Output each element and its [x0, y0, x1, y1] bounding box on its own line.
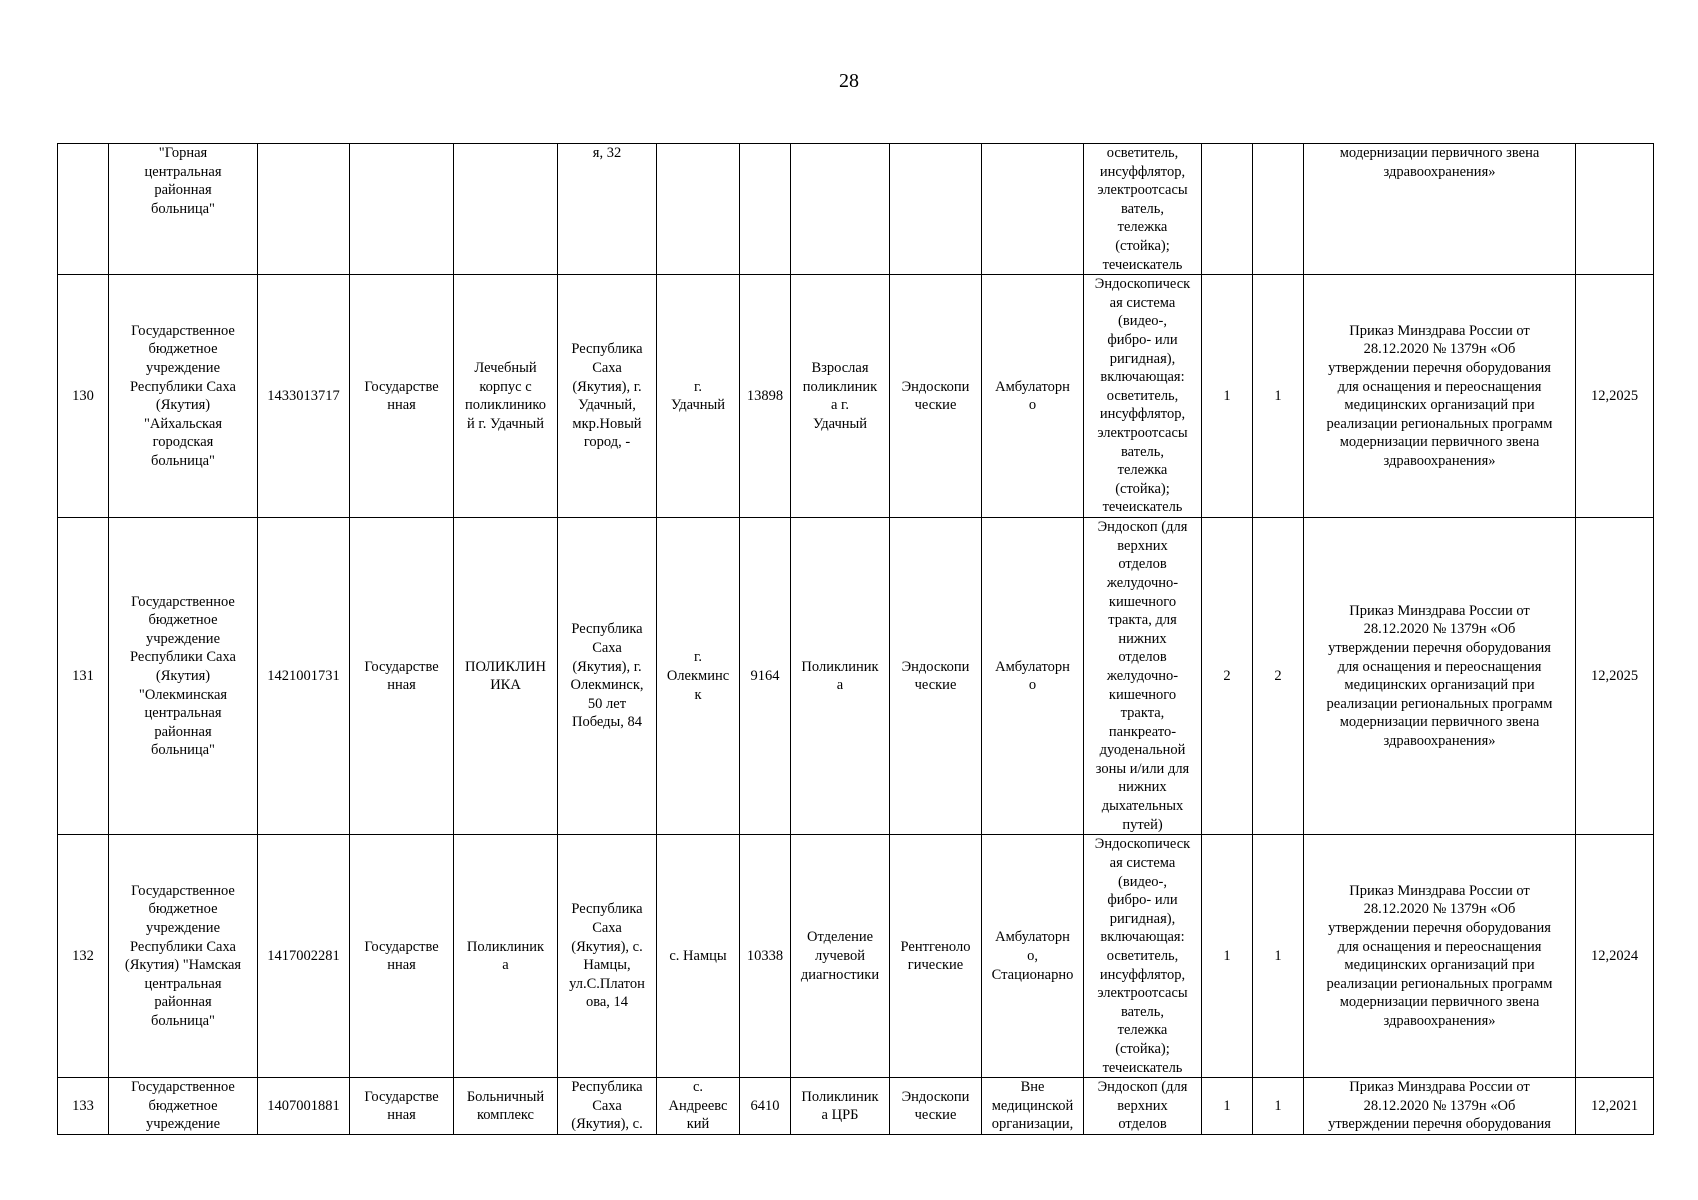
locality-cell: г. Удачный	[657, 275, 740, 518]
row-number: 132	[58, 835, 109, 1078]
date-cell	[1576, 144, 1654, 275]
basis-cell: Приказ Минздрава России от 28.12.2020 № 1379н «Об утверждении перечня оборудования для оснащения и переоснащения медицинских организаций при реализации региональных программ модернизации первичного звена здравоохранения»	[1304, 835, 1576, 1078]
organization-cell: "Горная центральная районная больница"	[109, 144, 258, 275]
quantity-cell	[1202, 144, 1253, 275]
locality-cell	[657, 144, 740, 275]
quantity-cell: 1	[1253, 275, 1304, 518]
profile-cell: Эндоскопи ческие	[890, 275, 982, 518]
condition-cell: Амбулаторн о	[982, 275, 1084, 518]
basis-cell: Приказ Минздрава России от 28.12.2020 № 1379н «Об утверждении перечня оборудования для оснащения и переоснащения медицинских организаций при реализации региональных программ модернизации первичного звена здравоохранения»	[1304, 275, 1576, 518]
ownership-cell: Государстве нная	[350, 518, 454, 835]
population-cell	[740, 144, 791, 275]
equipment-cell: Эндоскопическ ая система (видео-, фибро- или ригидная), включающая: осветитель, инсуффлятор, электроотсасы ватель, тележка (стойка); течеискатель	[1084, 835, 1202, 1078]
address-cell: Республика Саха (Якутия), с. Намцы, ул.С.Платон ова, 14	[558, 835, 657, 1078]
division-cell: Поликлиник а ЦРБ	[791, 1078, 890, 1135]
equipment-cell: Эндоскопическ ая система (видео-, фибро- или ригидная), включающая: осветитель, инсуффлятор, электроотсасы ватель, тележка (стойка); течеискатель	[1084, 275, 1202, 518]
quantity-cell: 1	[1253, 835, 1304, 1078]
division-cell: Отделение лучевой диагностики	[791, 835, 890, 1078]
row-number: 130	[58, 275, 109, 518]
basis-cell: модернизации первичного звена здравоохранения»	[1304, 144, 1576, 275]
inn-cell: 1417002281	[258, 835, 350, 1078]
basis-cell: Приказ Минздрава России от 28.12.2020 № 1379н «Об утверждении перечня оборудования	[1304, 1078, 1576, 1135]
organization-cell: Государственное бюджетное учреждение Республики Саха (Якутия) "Айхальская городская больница"	[109, 275, 258, 518]
organization-cell: Государственное бюджетное учреждение Республики Саха (Якутия) "Олекминская центральная районная больница"	[109, 518, 258, 835]
division-cell: Взрослая поликлиник а г. Удачный	[791, 275, 890, 518]
quantity-cell: 1	[1202, 1078, 1253, 1135]
date-cell: 12,2025	[1576, 275, 1654, 518]
address-cell: Республика Саха (Якутия), с.	[558, 1078, 657, 1135]
population-cell: 13898	[740, 275, 791, 518]
address-cell: Республика Саха (Якутия), г. Олекминск, 50 лет Победы, 84	[558, 518, 657, 835]
condition-cell: Амбулаторн о, Стационарно	[982, 835, 1084, 1078]
quantity-cell: 1	[1202, 275, 1253, 518]
address-cell: Республика Саха (Якутия), г. Удачный, мкр.Новый город, -	[558, 275, 657, 518]
table-row	[58, 275, 1654, 518]
organization-cell: Государственное бюджетное учреждение Республики Саха (Якутия) "Намская центральная районная больница"	[109, 835, 258, 1078]
quantity-cell: 2	[1253, 518, 1304, 835]
inn-cell: 1433013717	[258, 275, 350, 518]
page-number: 28	[839, 70, 859, 92]
inn-cell	[258, 144, 350, 275]
address-cell: я, 32	[558, 144, 657, 275]
locality-cell: г. Олекминс к	[657, 518, 740, 835]
ownership-cell: Государстве нная	[350, 1078, 454, 1135]
equipment-cell: Эндоскоп (для верхних отделов	[1084, 1078, 1202, 1135]
inn-cell: 1421001731	[258, 518, 350, 835]
table-row	[58, 518, 1654, 835]
ownership-cell: Государстве нная	[350, 275, 454, 518]
population-cell: 6410	[740, 1078, 791, 1135]
inn-cell: 1407001881	[258, 1078, 350, 1135]
profile-cell: Рентгеноло гические	[890, 835, 982, 1078]
population-cell: 9164	[740, 518, 791, 835]
condition-cell: Амбулаторн о	[982, 518, 1084, 835]
building-cell	[454, 144, 558, 275]
quantity-cell	[1253, 144, 1304, 275]
basis-cell: Приказ Минздрава России от 28.12.2020 № 1379н «Об утверждении перечня оборудования для оснащения и переоснащения медицинских организаций при реализации региональных программ модернизации первичного звена здравоохранения»	[1304, 518, 1576, 835]
division-cell	[791, 144, 890, 275]
equipment-cell: осветитель, инсуффлятор, электроотсасы ватель, тележка (стойка); течеискатель	[1084, 144, 1202, 275]
quantity-cell: 1	[1202, 835, 1253, 1078]
profile-cell	[890, 144, 982, 275]
division-cell: Поликлиник а	[791, 518, 890, 835]
quantity-cell: 1	[1253, 1078, 1304, 1135]
building-cell: ПОЛИКЛИН ИКА	[454, 518, 558, 835]
date-cell: 12,2021	[1576, 1078, 1654, 1135]
organization-cell: Государственное бюджетное учреждение	[109, 1078, 258, 1135]
building-cell: Лечебный корпус с поликлинико й г. Удачный	[454, 275, 558, 518]
date-cell: 12,2025	[1576, 518, 1654, 835]
profile-cell: Эндоскопи ческие	[890, 518, 982, 835]
row-number: 133	[58, 1078, 109, 1135]
date-cell: 12,2024	[1576, 835, 1654, 1078]
ownership-cell	[350, 144, 454, 275]
building-cell: Больничный комплекс	[454, 1078, 558, 1135]
table-row	[58, 1078, 1654, 1135]
table-row	[58, 835, 1654, 1078]
condition-cell	[982, 144, 1084, 275]
building-cell: Поликлиник а	[454, 835, 558, 1078]
population-cell: 10338	[740, 835, 791, 1078]
table-row	[58, 144, 1654, 275]
locality-cell: с. Намцы	[657, 835, 740, 1078]
locality-cell: с. Андреевс кий	[657, 1078, 740, 1135]
equipment-cell: Эндоскоп (для верхних отделов желудочно- кишечного тракта, для нижних отделов желудочно- кишечного тракта, панкреато- дуоденальной зоны и/или для нижних дыхательных путей)	[1084, 518, 1202, 835]
row-number: 131	[58, 518, 109, 835]
table-body	[58, 144, 1654, 1135]
equipment-registry-table	[57, 143, 1654, 1135]
quantity-cell: 2	[1202, 518, 1253, 835]
profile-cell: Эндоскопи ческие	[890, 1078, 982, 1135]
condition-cell: Вне медицинской организации,	[982, 1078, 1084, 1135]
ownership-cell: Государстве нная	[350, 835, 454, 1078]
row-number	[58, 144, 109, 275]
